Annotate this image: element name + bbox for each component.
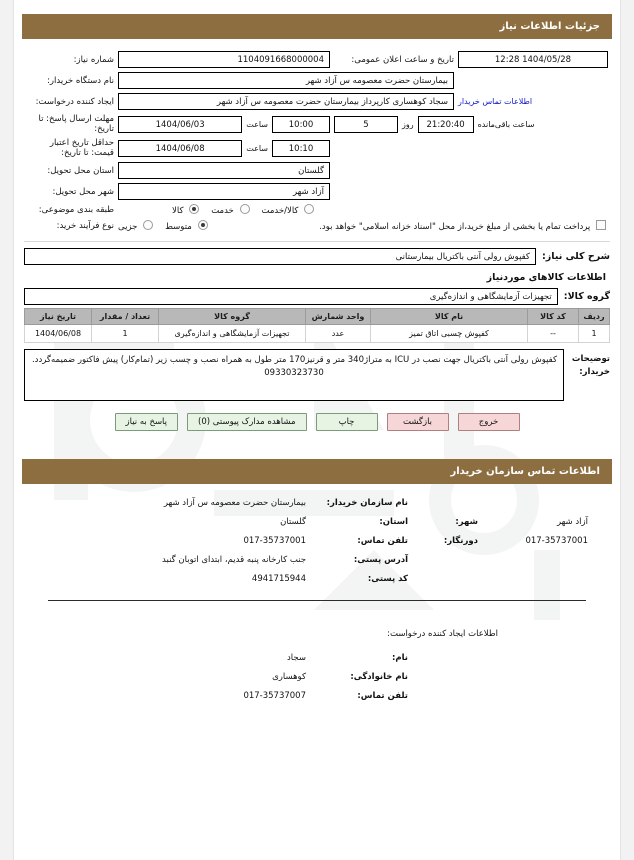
contact-bar-wrap	[14, 445, 620, 484]
creator-field[interactable]: سجاد کوهساری کارپرداز بیمارستان حضرت معصومه س آزاد شهر	[118, 93, 454, 110]
goods-group-field[interactable]: تجهیزات آزمایشگاهی و اندازه‌گیری	[24, 288, 558, 305]
contact-phone-label: تلفن تماس:	[357, 536, 408, 546]
radio-icon-motavaset[interactable]	[198, 220, 208, 230]
buyer-contact-link[interactable]: اطلاعات تماس خریدار	[458, 96, 533, 106]
buyer-notes-box	[24, 349, 564, 401]
col-name: نام کالا	[371, 309, 528, 325]
buyer-org-field[interactable]: بیمارستان حضرت معصومه س آزاد شهر	[118, 72, 454, 89]
category-option-kala-khedmat[interactable]: کالا/خدمت	[262, 204, 317, 216]
table-row	[25, 325, 610, 343]
price-validity-date-field[interactable]: 1404/06/08	[118, 140, 242, 157]
cell-name: کفپوش چسبی اتاق تمیز	[371, 325, 528, 343]
remaining-time-field: 21:20:40	[418, 116, 474, 133]
checkbox-icon-treasury[interactable]	[596, 220, 606, 230]
creator-info-heading: اطلاعات ایجاد کننده درخواست:	[387, 629, 498, 639]
col-group: گروه کالا	[159, 309, 306, 325]
process-option-motavaset[interactable]: متوسط	[165, 220, 209, 232]
radio-icon-kala[interactable]	[189, 204, 199, 214]
contact-city-label: شهر:	[455, 517, 478, 527]
creator-last-name-row	[40, 672, 594, 682]
goods-table	[24, 308, 610, 343]
category-option-khedmat[interactable]: خدمت	[211, 204, 251, 216]
province-field[interactable]: گلستان	[118, 162, 330, 179]
announce-datetime-label: تاریخ و ساعت اعلان عمومی:	[351, 54, 454, 65]
cell-unit: عدد	[306, 325, 371, 343]
row-city	[24, 181, 610, 202]
contact-postal-row	[40, 574, 594, 584]
need-details-form	[14, 49, 620, 431]
creator-label: ایجاد کننده درخواست:	[35, 96, 114, 107]
row-reply-deadline	[24, 112, 610, 136]
col-row: ردیف	[579, 309, 610, 325]
summary-row	[24, 248, 610, 265]
contact-city-value: آزاد شهر	[556, 517, 588, 527]
days-field: 5	[334, 116, 398, 133]
view-attachments-button[interactable]: مشاهده مدارک پیوستی (0)	[187, 413, 306, 431]
contact-fax-label: دورنگار:	[443, 536, 478, 546]
process-label: نوع فرآیند خرید:	[56, 221, 114, 231]
contact-postal-value: 4941715944	[251, 574, 306, 584]
buyer-org-label: نام دستگاه خریدار:	[47, 75, 114, 86]
days-caption: روز	[402, 119, 414, 129]
creator-phone-label: تلفن تماس:	[357, 691, 408, 701]
process-option-jozei[interactable]: جزیی	[118, 220, 155, 232]
buyer-notes	[24, 349, 610, 401]
price-validity-time-field[interactable]: 10:10	[272, 140, 330, 157]
creator-first-name-label: نام:	[391, 653, 408, 663]
row-need-number	[24, 49, 610, 70]
need-number-label: شماره نیاز:	[73, 54, 114, 65]
row-process	[24, 218, 610, 234]
col-code: کد کالا	[528, 309, 579, 325]
radio-icon-jozei[interactable]	[143, 220, 153, 230]
contact-address-value: جنب کارخانه پنبه قدیم، ابتدای اتوبان گنبد	[162, 555, 306, 565]
col-unit: واحد شمارش	[306, 309, 371, 325]
radio-icon-khedmat[interactable]	[240, 204, 250, 214]
reply-hour-caption: ساعت	[246, 119, 268, 129]
cell-row: 1	[579, 325, 610, 343]
buyer-notes-label: توضیحات خریدار:	[571, 354, 610, 377]
creator-first-name-value: سجاد	[287, 653, 306, 663]
buyer-contact-info	[14, 484, 620, 584]
back-button[interactable]: بازگشت	[387, 413, 449, 431]
need-number-field[interactable]: 1104091668000004	[118, 51, 330, 68]
col-date: تاریخ نیاز	[25, 309, 92, 325]
contact-province-label: استان:	[379, 517, 408, 527]
summary-field[interactable]: کفپوش رولی آنتی باکتریال بیمارستانی	[24, 248, 536, 265]
row-buyer-org	[24, 70, 610, 91]
treasury-checkbox-option[interactable]: پرداخت تمام یا بخشی از مبلغ خرید،از محل "اسناد خزانه اسلامی" خواهد بود.	[319, 220, 608, 232]
col-qty: تعداد / مقدار	[92, 309, 159, 325]
remaining-caption: ساعت باقی‌مانده	[477, 119, 535, 129]
header-bar-wrap	[14, 0, 620, 39]
goods-table-header-row	[25, 309, 610, 325]
contact-org-label: نام سازمان خریدار:	[326, 498, 408, 508]
city-label: شهر محل تحویل:	[52, 186, 114, 197]
contact-postal-label: کد پستی:	[367, 574, 408, 584]
category-label: طبقه بندی موضوعی:	[38, 205, 114, 215]
respond-to-need-button[interactable]: پاسخ به نیاز	[115, 413, 179, 431]
reply-deadline-time-field[interactable]: 10:00	[272, 116, 330, 133]
contact-fax-value: 017-35737001	[525, 536, 588, 546]
buyer-notes-text: کفپوش رولی آنتی باکتریال جهت نصب در ICU به متراژ340 متر و قرنیز170 متر طول به همراه نصب و چسب زیر (تمام‌کار) پیش فاکتور ضمیمه‌گردد.	[31, 355, 557, 365]
price-hour-caption: ساعت	[246, 143, 268, 153]
row-province	[24, 160, 610, 181]
cell-group: تجهیزات آزمایشگاهی و اندازه‌گیری	[159, 325, 306, 343]
announce-datetime-field[interactable]: 1404/05/28 12:28	[458, 51, 608, 68]
creator-last-name-label: نام خانوادگی:	[350, 672, 408, 682]
creator-phone-value: 017-35737007	[243, 691, 306, 701]
action-buttons	[24, 413, 610, 431]
goods-section-title: اطلاعات کالاهای موردنیاز	[486, 272, 606, 283]
contact-section-title: اطلاعات تماس سازمان خریدار	[22, 459, 612, 484]
contact-address-label: آدرس پستی:	[353, 555, 408, 565]
contact-phone-row	[40, 536, 594, 546]
creator-last-name-value: کوهساری	[272, 672, 306, 682]
price-validity-label: حداقل تاریخ اعتبار قیمت: تا تاریخ:	[49, 138, 114, 158]
page-root	[13, 0, 621, 860]
buyer-notes-phone: 09330323730	[264, 368, 324, 379]
goods-group-row	[24, 288, 610, 305]
exit-button[interactable]: خروج	[458, 413, 520, 431]
cell-qty: 1	[92, 325, 159, 343]
creator-phone-row	[40, 691, 594, 701]
divider-2	[48, 600, 586, 601]
row-price-validity	[24, 136, 610, 160]
goods-group-label: گروه کالا:	[563, 291, 610, 302]
contact-org-row	[40, 498, 594, 508]
reply-deadline-date-field[interactable]: 1404/06/03	[118, 116, 242, 133]
cell-date: 1404/06/08	[25, 325, 92, 343]
contact-province-value: گلستان	[280, 517, 306, 527]
reply-deadline-label: مهلت ارسال پاسخ: تا تاریخ:	[38, 114, 114, 134]
creator-first-name-row	[40, 653, 594, 663]
row-creator	[24, 91, 610, 112]
summary-label: شرح کلی نیاز:	[541, 251, 610, 262]
row-category	[24, 202, 610, 218]
contact-org-value: بیمارستان حضرت معصومه س آزاد شهر	[163, 498, 306, 508]
cell-code: --	[528, 325, 579, 343]
divider-1	[24, 241, 610, 242]
print-button[interactable]: چاپ	[316, 413, 378, 431]
contact-address-row	[40, 555, 594, 565]
category-option-kala[interactable]: کالا	[172, 204, 201, 216]
contact-province-row	[40, 517, 594, 527]
radio-icon-kala-khedmat[interactable]	[304, 204, 314, 214]
page-title: جزئیات اطلاعات نیاز	[22, 14, 612, 39]
creator-info-section	[14, 615, 620, 701]
province-label: استان محل تحویل:	[47, 165, 114, 176]
contact-phone-value: 017-35737001	[243, 536, 306, 546]
city-field[interactable]: آزاد شهر	[118, 183, 330, 200]
